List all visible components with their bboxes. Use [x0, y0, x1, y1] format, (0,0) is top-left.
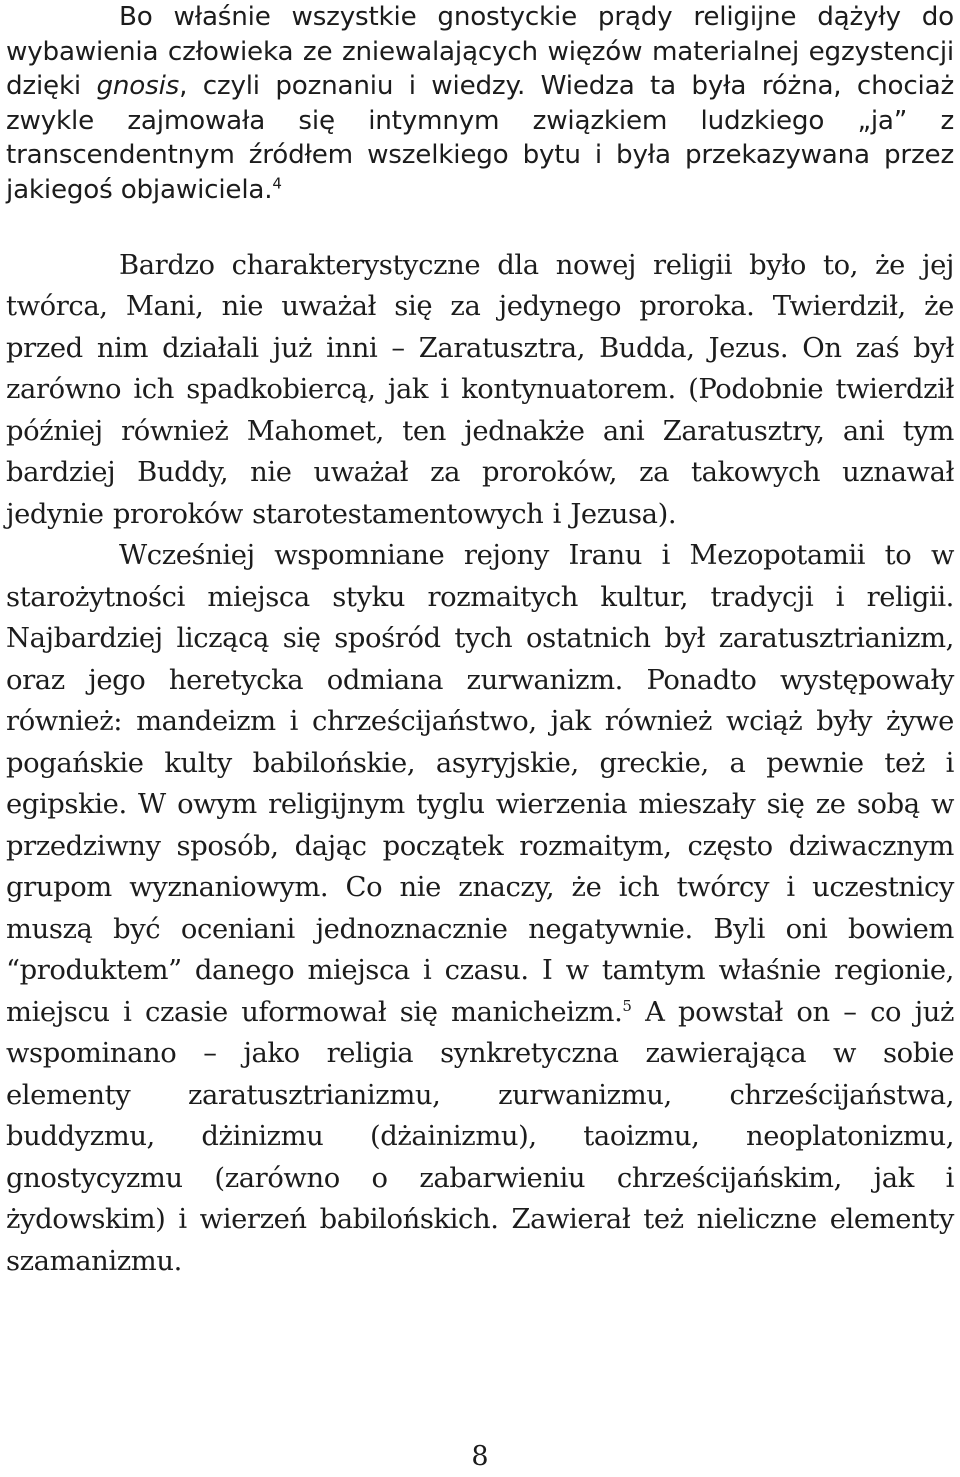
- footnote-reference-5: 5: [622, 996, 632, 1015]
- paragraph-gnosis: [6, 0, 954, 208]
- paragraph-gnosis-text-end: , czyli poznaniu i wiedzy. Wiedza ta była różna, chociaż zwykle zajmowała się intymnym związkiem ludzkiego „ja” z transcendentnym źródłem wszelkiego bytu i była przekazywana przez jakiegoś objawiciela.: [6, 71, 954, 205]
- footnote-reference-4: 4: [272, 174, 282, 193]
- paragraph-manicheism-text-end: A powstał on – co już wspominano – jako religia synkretyczna zawierająca w sobie elementy zaratusztrianizmu, zurwanizmu, chrześcijaństwa, buddyzmu, dżinizmu (dżainizmu), taoizmu, neoplatonizmu, gnostycyzmu (zarówno o zabarwieniu chrześcijańskim, jak i żydowskim) i wierzeń babilońskich. Zawierał też nieliczne elementy szamanizmu.: [6, 996, 954, 1277]
- document-page: [6, 0, 954, 1282]
- gnosis-term: gnosis: [96, 71, 180, 102]
- paragraph-mani-text: Bardzo charakterystyczne dla nowej religii było to, że jej twórca, Mani, nie uważał się za jedynego proroka. Twierdził, że przed nim działali już inni – Zaratusztra, Budda, Jezus. On zaś był zarówno ich spadkobiercą, jak i kontynuatorem. (Podobnie twierdził później również Mahomet, ten jednakże ani Zaratusztry, ani tym bardziej Buddy, nie uważał za proroków, za takowych uznawał jedynie proroków starotestamentowych i Jezusa).: [6, 249, 954, 530]
- page-number: 8: [471, 1441, 489, 1472]
- paragraph-gnosis-text-start: Bo właśnie wszystkie gnostyckie prądy religijne dążyły do wybawienia człowieka ze zniewalających więzów materialnej egzystencji dzięki: [6, 2, 954, 102]
- paragraph-manicheism-text-start: Wcześniej wspomniane rejony Iranu i Mezopotamii to w starożytności miejsca styku rozmaitych kultur, tradycji i religii. Najbardziej liczącą się spośród tych ostatnich był zaratusztrianizm, oraz jego heretycka odmiana zurwanizm. Ponadto występowały również: mandeizm i chrześcijaństwo, jak również wciąż były żywe pogańskie kulty babilońskie, asyryjskie, greckie, a pewnie też i egipskie. W owym religijnym tyglu wierzenia mieszały się ze sobą w przedziwny sposób, dając początek rozmaitym, często dziwacznym grupom wyznaniowym. Co nie znaczy, że ich twórcy i uczestnicy muszą być oceniani jednoznacznie negatywnie. Byli oni bowiem “produktem” danego miejsca i czasu. I w tamtym właśnie regionie, miejscu i czasie uformował się manicheizm.: [6, 540, 954, 1028]
- paragraph-mani: [6, 245, 954, 536]
- paragraph-manicheism: [6, 535, 954, 1282]
